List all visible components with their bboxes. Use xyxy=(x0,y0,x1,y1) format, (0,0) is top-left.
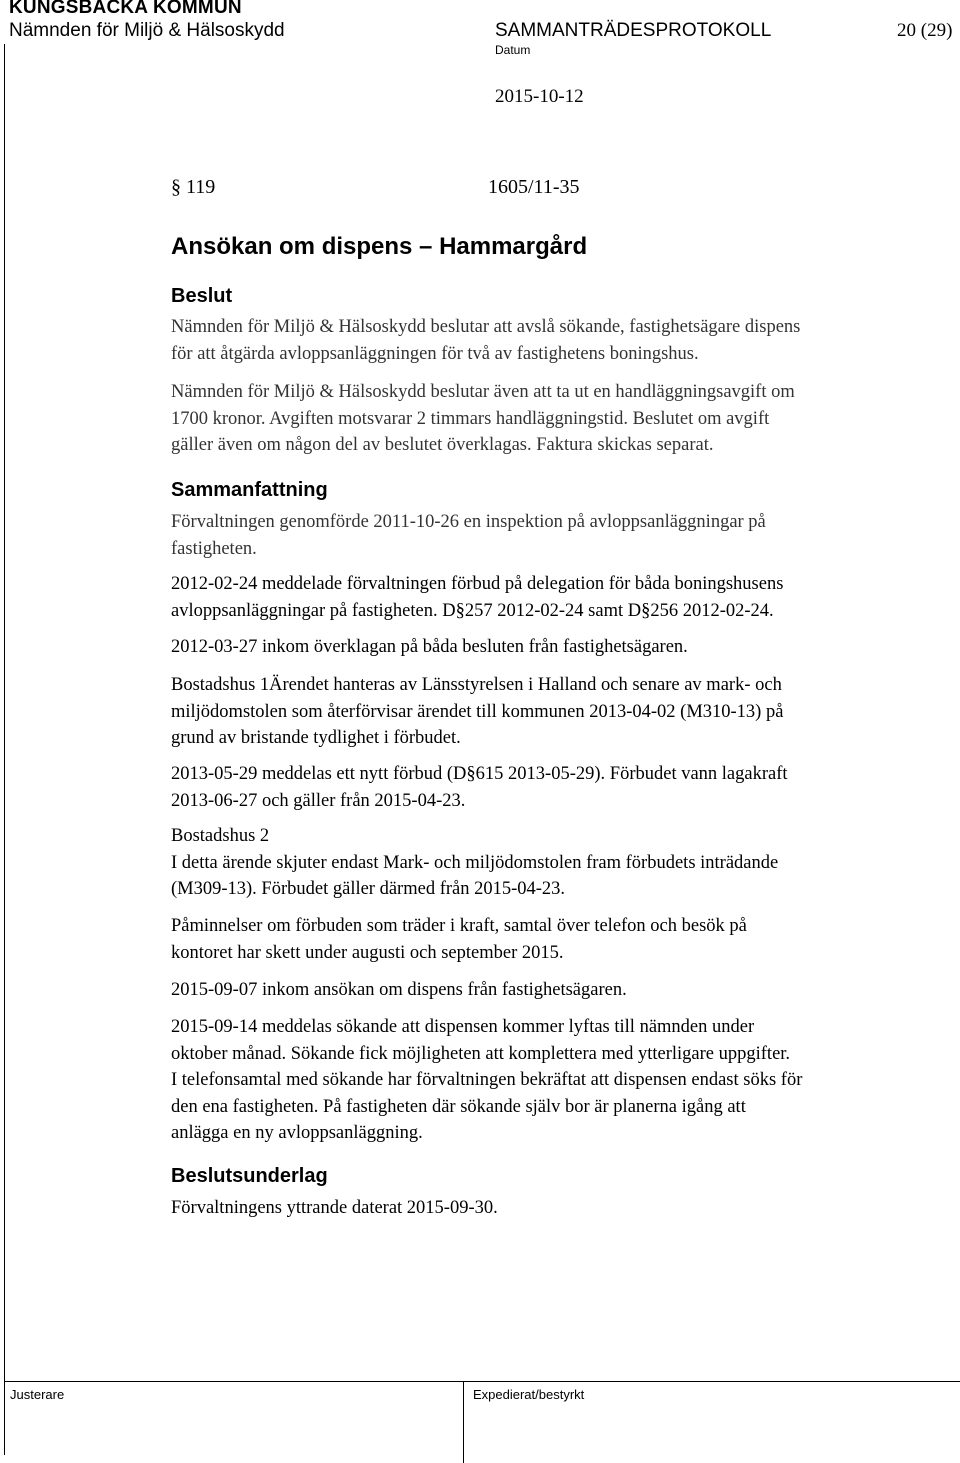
text-line: miljödomstolen som återförvisar ärendet till kommunen 2013-04-02 (M310-13) på xyxy=(171,701,784,722)
left-margin-rule xyxy=(4,44,5,1455)
text-line: Bostadshus 2 xyxy=(171,826,270,846)
case-number: 1605/11-35 xyxy=(488,176,580,198)
beslut-paragraph-2 xyxy=(171,379,941,459)
footer-rule xyxy=(4,1381,960,1382)
paragraph-number: § 119 xyxy=(171,176,216,198)
text-line: Nämnden för Miljö & Hälsoskydd beslutar även att ta ut en handläggningsavgift om xyxy=(171,382,795,402)
beslutsunderlag-text xyxy=(171,1195,941,1222)
sammanfattning-heading: Sammanfattning xyxy=(171,479,328,501)
text-line: den ena fastigheten. På fastigheten där sökande själv bor är planerna igång att xyxy=(171,1096,746,1117)
beslut-heading: Beslut xyxy=(171,285,233,307)
organization-name: KUNGSBACKA KOMMUN xyxy=(9,0,242,18)
text-line: 2015-09-07 inkom ansökan om dispens från fastighetsägaren. xyxy=(171,980,627,1000)
text-line: 2013-06-27 och gäller från 2015-04-23. xyxy=(171,790,466,811)
sammanfattning-paragraph xyxy=(171,672,941,752)
sammanfattning-paragraph xyxy=(171,823,941,903)
text-line: grund av bristande tydlighet i förbudet. xyxy=(171,728,461,748)
text-line: 2012-02-24 meddelade förvaltningen förbud på delegation för båda boningshusens xyxy=(171,574,784,594)
text-line: Nämnden för Miljö & Hälsoskydd beslutar att avslå sökande, fastighetsägare dispens xyxy=(171,317,801,337)
date-label: Datum xyxy=(495,43,531,57)
item-title: Ansökan om dispens – Hammargård xyxy=(171,233,588,260)
text-line: 2012-03-27 inkom överklagan på båda besluten från fastighetsägaren. xyxy=(171,637,688,657)
text-line: Bostadshus 1Ärendet hanteras av Länsstyrelsen i Halland och senare av mark- och xyxy=(171,675,782,695)
sammanfattning-paragraph xyxy=(171,634,941,661)
text-line: I telefonsamtal med sökande har förvaltningen bekräftat att dispensen endast söks för xyxy=(171,1070,803,1090)
sammanfattning-paragraph xyxy=(171,761,941,814)
sammanfattning-paragraph xyxy=(171,571,941,624)
text-line: Förvaltningens yttrande daterat 2015-09-30. xyxy=(171,1198,498,1218)
text-line: avloppsanläggningar på fastigheten. D§257 2012-02-24 samt D§256 2012-02-24. xyxy=(171,600,774,621)
text-line: Förvaltningen genomförde 2011-10-26 en inspektion på avloppsanläggningar på xyxy=(171,512,766,532)
text-line: (M309-13). Förbudet gäller därmed från 2015-04-23. xyxy=(171,879,566,899)
meeting-date: 2015-10-12 xyxy=(495,86,584,107)
sammanfattning-paragraph xyxy=(171,509,941,562)
sammanfattning-paragraph xyxy=(171,913,941,966)
footer-divider xyxy=(463,1381,464,1463)
page-number: 20 (29) xyxy=(897,20,953,41)
document-type: SAMMANTRÄDESPROTOKOLL xyxy=(495,20,772,41)
text-line: oktober månad. Sökande fick möjligheten att komplettera med ytterligare uppgifter. xyxy=(171,1043,791,1064)
text-line: I detta ärende skjuter endast Mark- och miljödomstolen fram förbudets inträdande xyxy=(171,852,779,873)
text-line: 2015-09-14 meddelas sökande att dispensen kommer lyftas till nämnden under xyxy=(171,1017,755,1037)
text-line: Påminnelser om förbuden som träder i kraft, samtal över telefon och besök på xyxy=(171,916,747,936)
sammanfattning-paragraph xyxy=(171,977,941,1004)
sammanfattning-paragraph xyxy=(171,1014,941,1147)
text-line: för att åtgärda avloppsanläggningen för två av fastighetens boningshus. xyxy=(171,343,699,364)
text-line: kontoret har skett under augusti och september 2015. xyxy=(171,942,564,963)
expedierat-label: Expedierat/bestyrkt xyxy=(473,1387,585,1402)
text-line: gäller även om någon del av beslutet överklagas. Faktura skickas separat. xyxy=(171,435,714,455)
text-line: fastigheten. xyxy=(171,538,257,559)
committee-name: Nämnden för Miljö & Hälsoskydd xyxy=(9,20,285,41)
text-line: anlägga en ny avloppsanläggning. xyxy=(171,1123,423,1143)
text-line: 2013-05-29 meddelas ett nytt förbud (D§615 2013-05-29). Förbudet vann lagakraft xyxy=(171,764,788,784)
beslut-paragraph-1 xyxy=(171,314,941,367)
text-line: 1700 kronor. Avgiften motsvarar 2 timmars handläggningstid. Beslutet om avgift xyxy=(171,408,770,429)
beslutsunderlag-heading: Beslutsunderlag xyxy=(171,1165,328,1187)
justerare-label: Justerare xyxy=(10,1387,65,1402)
